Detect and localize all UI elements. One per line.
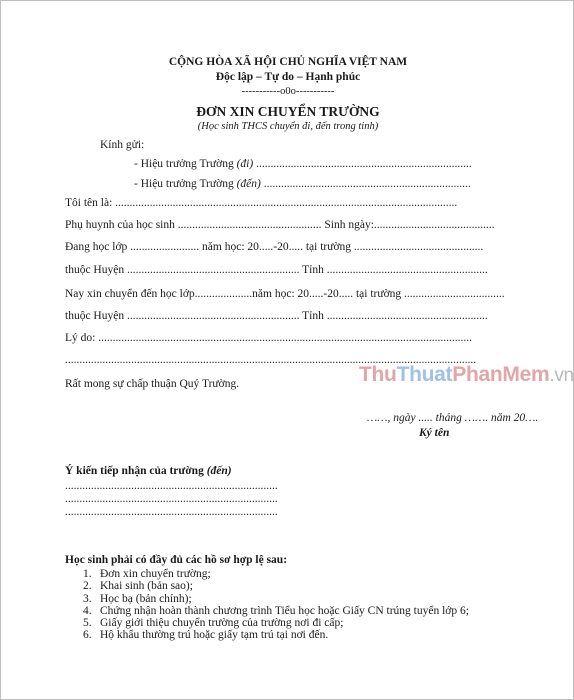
- requirement-item: 5. Giấy giới thiệu chuyển trường của trường nơi đi cấp;: [83, 617, 344, 630]
- signature-label: Ký tên: [419, 427, 450, 439]
- receiving-title-hint: (đến): [206, 465, 232, 477]
- recipient-to-hint: (đến): [236, 178, 261, 190]
- field-district-current: thuộc Huyện ............................................................ Tỉnh ........................................................: [65, 264, 488, 276]
- watermark-logo: ThuThuatPhanMem.vn: [359, 363, 574, 386]
- recipient-line-from: [134, 157, 472, 171]
- requirement-item: 4. Chứng nhận hoàn thành chương trình Tiểu học hoặc Giấy CN trúng tuyển lớp 6;: [83, 604, 469, 617]
- header-divider: -----------o0o-----------: [241, 86, 335, 97]
- field-transfer-class: Nay xin chuyển đến học lớp....................năm học: 20.....-20..... tại trường ...................................: [65, 288, 505, 300]
- receiving-line-3: ..........................................................................: [65, 506, 278, 518]
- national-header: CỘNG HÒA XÃ HỘI CHỦ NGHĨA VIỆT NAM: [168, 56, 408, 68]
- recipient-from-dots: ...........................................................................: [256, 158, 472, 170]
- receiving-title-text: Ý kiến tiếp nhận của trường: [65, 465, 207, 477]
- form-subtitle: (Học sinh THCS chuyển đi, đến trong tỉnh): [197, 121, 379, 132]
- receiving-line-1: ..........................................................................: [65, 480, 278, 492]
- receiving-line-2: ..........................................................................: [65, 493, 278, 505]
- recipient-line-to: [134, 177, 471, 191]
- requirement-item: 2. Khai sinh (bản sao);: [83, 580, 193, 593]
- field-district-target: thuộc Huyện ............................................................ Tỉnh ........................................................: [65, 310, 488, 322]
- field-name: Tôi tên là: .......................................................................................................................: [65, 197, 458, 209]
- requirements-list: [83, 568, 469, 642]
- closing-text: Rất mong sự chấp thuận Quý Trường.: [65, 378, 240, 390]
- requirement-item: 6. Hộ khẩu thường trú hoặc giấy tạm trú tại nơi đến.: [83, 629, 329, 642]
- greeting-label: Kính gửi:: [100, 139, 145, 151]
- form-title: ĐƠN XIN CHUYỂN TRƯỜNG: [196, 104, 380, 119]
- recipient-from-prefix: - Hiệu trưởng Trường: [134, 158, 237, 170]
- field-parent: Phụ huynh của học sinh .................................................. Sinh ngày:..........................................: [65, 219, 495, 231]
- requirement-item: 1. Đơn xin chuyển trường;: [83, 568, 211, 580]
- national-motto: Độc lập – Tự do – Hạnh phúc: [215, 71, 361, 83]
- requirements-title: Học sinh phải có đầy đủ các hồ sơ hợp lệ sau:: [65, 554, 288, 566]
- recipient-from-hint: (đi): [236, 158, 254, 170]
- field-reason-continued: ...............................................................................................................................................: [65, 354, 477, 366]
- field-reason: Lý do: ..................................................................................................................................: [65, 332, 472, 344]
- receiving-title: [65, 464, 232, 478]
- recipient-to-dots: ........................................................................: [263, 178, 471, 190]
- date-line: ……, ngày ..... tháng ……. năm 20….: [367, 412, 539, 424]
- field-current-class: Đang học lớp ........................ năm học: 20.....-20..... tại trường .............................................: [65, 241, 484, 253]
- requirement-item: 3. Học bạ (bản chính);: [83, 592, 192, 605]
- recipient-to-prefix: - Hiệu trưởng Trường: [134, 178, 237, 190]
